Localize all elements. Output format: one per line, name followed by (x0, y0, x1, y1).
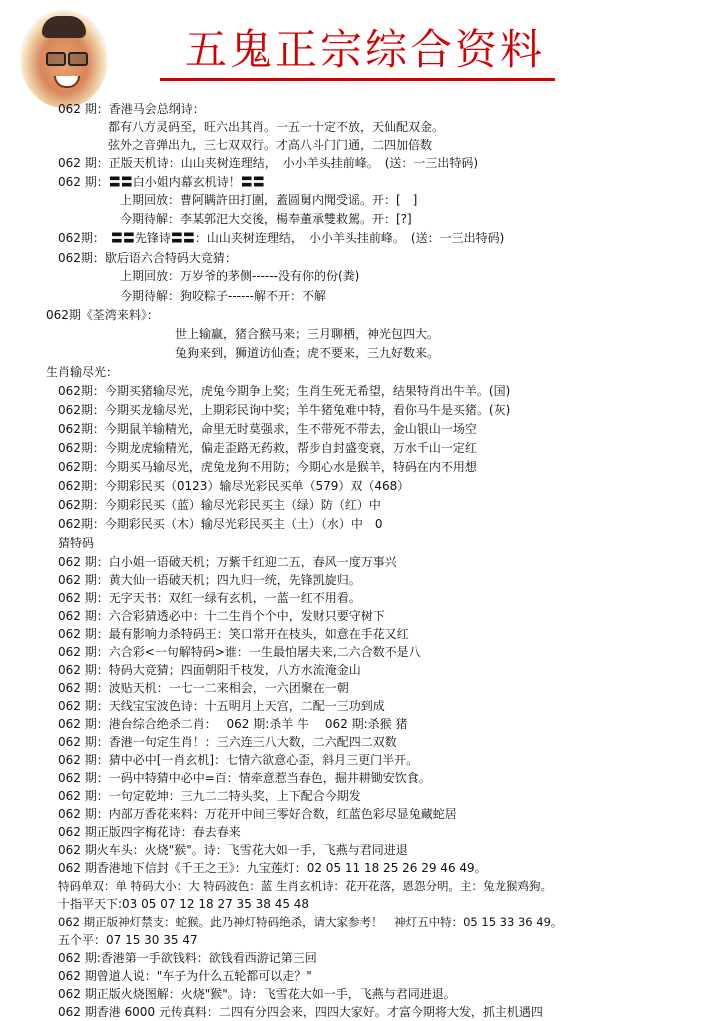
text-line: 062 期：香港马会总纲诗： (58, 102, 205, 116)
title-underline (160, 78, 555, 81)
text-line: 062 期香港 6000 元传真料：二四有分四会来，四四大家好。才富今期将大发，抓主机遇四 (58, 1005, 543, 1019)
text-line: 062期：今期买龙输尽光，上期彩民询中奖；羊牛猪兔难中特，看你马牛是买猪。(灰) (58, 403, 511, 417)
text-line: 062 期：〓〓白小姐内幕玄机诗！〓〓 (58, 175, 265, 189)
text-line: 062 期：最有影响力杀特码王：笑口常开在枝头，如意在手花又红 (58, 627, 409, 641)
text-line: 062期： 〓〓先锋诗〓〓：山山夹树连理结， 小小羊头挂前峰。 (送：一三出特码) (58, 231, 505, 245)
text-line: 062 期曾道人说："车子为什么五轮都可以走？" (58, 969, 312, 983)
text-line: 062期：今期龙虎输精光，偏走歪路无药救，帮步自封盛变衰，万水千山一定红 (58, 441, 477, 455)
text-line: 今期待解：狗咬粽子------解不开：不解 (120, 289, 326, 303)
text-line: 062 期：港台综合绝杀二肖： 062 期:杀羊 牛 062 期:杀猴 猪 (58, 717, 408, 731)
text-line: 上期回放：曹阿瞒許田打圍，蓋圆舅内聞受谣。开：[ ] (120, 193, 418, 207)
text-line: 062 期：天线宝宝波色诗：十五明月上天宫，二配一三功到成 (58, 699, 385, 713)
text-line: 062 期：香港一句定生肖！：三六连三八大数，二六配四二双数 (58, 735, 397, 749)
page-title: 五鬼正宗综合资料 (184, 25, 545, 74)
text-line: 062 期：内部万香花来料：万花开中间三零好合数，红蓝色彩尽显兔藏蛇居 (58, 807, 457, 821)
text-line: 062 期：猜中必中[一肖玄机]：七情六欲意心歪，斜月三更门半开。 (58, 753, 419, 767)
glasses-left-lens (46, 52, 66, 66)
text-line: 062期：今期买猪输尽光，虎兔今期争上奖；生肖生死无希望，结果特肖出牛羊。(国) (58, 384, 511, 398)
text-line: 062期：今期彩民买（蓝）输尽光彩民买主（绿）防（红）中 (58, 498, 381, 512)
text-line: 062 期：一句定乾坤：三九二二特头奖，上下配合今期发 (58, 789, 361, 803)
text-line: 062期：今期彩民买（0123）输尽光彩民买单（579）双（468） (58, 479, 410, 493)
text-line: 062 期：正版天机诗：山山夹树连理结， 小小羊头挂前峰。 (送：一三出特码) (58, 156, 479, 170)
glasses-right-lens (68, 52, 88, 66)
text-line: 062 期正版神灯禁支：蛇猴。此乃神灯特码绝杀，请大家参考！ 神灯五中特：05 15 33 36 49。 (58, 915, 563, 929)
text-line: 都有八方灵码至，旺六出其肖。一五一十定不放，天仙配双金。 (108, 120, 445, 134)
portrait-avatar (20, 10, 108, 108)
text-line: 十指平天下:03 05 07 12 18 27 35 38 45 48 (58, 897, 310, 911)
text-line: 062 期：特码大竞猜；四面朝阳千枝发，八方水流淹金山 (58, 663, 361, 677)
text-line: 062 期：一码中特猜中必中=百：情牵意惹当春色，掘井耕锄安饮食。 (58, 771, 431, 785)
text-line: 062期：今期彩民买（木）输尽光彩民买主（土）（水）中 0 (58, 517, 383, 531)
text-line: 062 期香港地下信封《千王之王》：九宝莲灯：02 05 11 18 25 26 29 46 49。 (58, 861, 487, 875)
text-line: 062期：歇后语六合特码大竞猜： (58, 251, 237, 265)
text-line: 上期回放：万岁爷的茅侧------没有你的份(粪) (120, 269, 360, 283)
avatar-smile (54, 76, 80, 88)
text-line: 062 期正版四字梅花诗：春去春来 (58, 825, 241, 839)
text-line: 生肖输尽光： (46, 365, 119, 379)
text-line: 世上输赢，猪合猴马来；三月聊栖，神光包四大。 (175, 327, 440, 341)
text-line: 特码单双：单 特码大小：大 特码波色：蓝 生肖玄机诗：花开花落，恩怨分明。主：兔龙猴鸡狗。 (58, 879, 552, 893)
text-line: 062 期：黄大仙一语破天机；四九归一统，先锋凯旋归。 (58, 573, 361, 587)
text-line: 兔狗来到，狮道访仙查；虎不要来，三九好数来。 (175, 346, 440, 360)
text-line: 062 期：无字天书：双红一绿有玄机，一蓝一红不用看。 (58, 591, 361, 605)
text-line: 062 期：六合彩<一句解特码>谁：一生最怕屠夫来,二六合数不是八 (58, 645, 421, 659)
text-line: 今期待解：李某郭汜大交後，楊奉董承雙救駕。开：[?] (120, 212, 412, 226)
text-line: 猜特码 (58, 536, 95, 550)
text-line: 062期：今期买马输尽光，虎兔龙狗不用防；今期心水是猴羊，特码在内不用想 (58, 460, 477, 474)
text-line: 弦外之音弹出九，三七双双行。才高八斗门门通，二四加倍数 (108, 138, 433, 152)
text-line: 062期：今期鼠羊输精光，命里无时莫强求，生不带死不带去，金山银山一场空 (58, 422, 477, 436)
avatar-hair (42, 16, 86, 38)
text-line: 五个平：07 15 30 35 47 (58, 933, 198, 947)
text-line: 062期《荃湾来料》： (46, 308, 159, 322)
text-line: 062 期正版火烧图解：火烧"猴"。诗：飞雪花大如一手，飞燕与君同进退。 (58, 987, 456, 1001)
text-line: 062 期：白小姐一语破天机；万紫千红迎二五，春风一度万事兴 (58, 555, 397, 569)
text-line: 062 期：波贴天机：一七一二来相会，一六团聚在一朝 (58, 681, 349, 695)
text-line: 062 期：六合彩猜透必中：十二生肖个个中，发财只要守树下 (58, 609, 385, 623)
text-line: 062 期火车头：火烧"猴"。诗：飞雪花大如一手，飞燕与君同进退 (58, 843, 408, 857)
text-line: 062 期:香港第一手欲钱料：欲钱看西游记第三回 (58, 951, 317, 965)
